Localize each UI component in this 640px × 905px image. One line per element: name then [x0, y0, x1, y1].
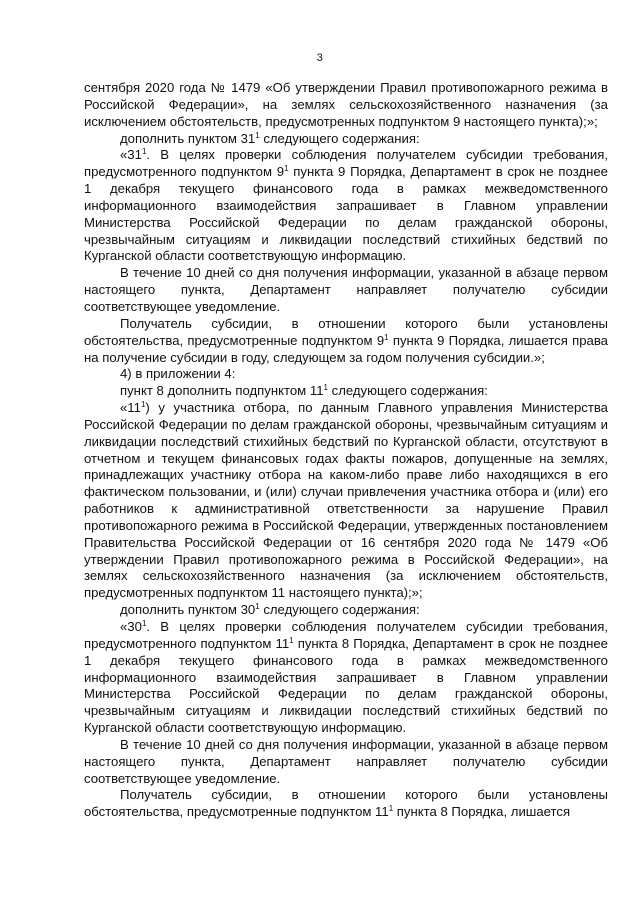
paragraph: [84, 366, 608, 383]
paragraph-text: ) у участника отбора, по данным Главного управления Министерства Российской Федерации по делам гражданской обороны, чрезвычайным ситуациям и ликвидации последствий стихийных бедствий по Курганской области, отсутствуют в отчетном и текущем финансовых годах факты пожаров, допущенные на землях, принадлежащих участнику отбора на каком-либо праве либо находящихся в его фактическом пользовании, и (или) случаи привлечения участника отбора и (или) его работников к административной ответственности за нарушение Правил противопожарного режима в Российской Федерации, утвержденных постановлением Правительства Российской Федерации от 16 сентября 2020 года № 1479 «Об утверждении Правил противопожарного режима в Российской Федерации», на землях сельскохозяйственного назначения (за исключением обстоятельств, предусмотренных подпунктом 11 настоящего пункта);»;: [84, 400, 608, 601]
paragraph-text: «30: [120, 619, 142, 634]
paragraph-text: пункта 9 Порядка, Департамент в срок не позднее 1 декабря текущего финансового года в рамках межведомственного информационного взаимодействия запрашивает в Главном управлении Министерства Российской Федерации по делам гражданской обороны, чрезвычайным ситуациям и ликвидации последствий стихийных бедствий по Курганской области соответствующую информацию.: [84, 164, 608, 264]
superscript: 1: [323, 383, 328, 393]
paragraph-text: . В целях проверки соблюдения получателем субсидии требования, предусмотренного подпунктом 9: [84, 147, 608, 180]
superscript: 1: [141, 619, 147, 628]
paragraph-text: пункта 8 Порядка, Департамент в срок не позднее 1 декабря текущего финансового года в рамках межведомственного информационного взаимодействия запрашивает в Главном управлении Министерства Российской Федерации по делам гражданской обороны, чрезвычайным ситуациям и ликвидации последствий стихийных бедствий по Курганской области соответствующую информацию.: [84, 635, 608, 736]
paragraph-text: следующего содержания:: [327, 383, 488, 399]
superscript: 1: [384, 332, 389, 342]
superscript: 1: [255, 130, 260, 140]
superscript: 1: [289, 635, 294, 645]
superscript: 1: [255, 602, 260, 612]
paragraph-text: дополнить пунктом 31: [120, 130, 256, 146]
paragraph-text: Получатель субсидии, в отношении которого были установлены обстоятельства, предусмотренные подпунктом 11: [84, 787, 608, 820]
superscript: 1: [284, 164, 289, 174]
superscript: 1: [141, 147, 147, 157]
paragraph-text: «31: [120, 147, 142, 163]
paragraph-text: сентября 2020 года № 1479 «Об утверждении Правил противопожарного режима в Российской Федерации», на землях сельскохозяйственного назначения (за исключением обстоятельств, предусмотренных подпунктом 9 настоящего пункта);»;: [84, 80, 608, 129]
paragraph: [84, 400, 608, 602]
paragraph: [84, 131, 608, 148]
document-body: [84, 80, 608, 821]
paragraph: [84, 80, 608, 131]
paragraph: [84, 265, 608, 316]
paragraph-text: следующего содержания:: [259, 602, 420, 618]
paragraph: [84, 787, 608, 821]
paragraph-text: «11: [120, 400, 141, 416]
paragraph: [84, 383, 608, 400]
paragraph-text: пункта 9 Порядка, лишается права на получение субсидии в году, следующем за годом получения субсидии.»;: [84, 332, 608, 365]
paragraph-text: . В целях проверки соблюдения получателем субсидии требования, предусмотренного подпунктом 11: [84, 619, 608, 651]
paragraph-text: В течение 10 дней со дня получения информации, указанной в абзаце первом настоящего пункта, Департамент направляет получателю субсидии соответствующее уведомление.: [84, 736, 608, 786]
paragraph-text: 4) в приложении 4:: [120, 366, 236, 382]
page-number: 3: [316, 52, 324, 64]
paragraph-text: В течение 10 дней со дня получения информации, указанной в абзаце первом настоящего пункта, Департамент направляет получателю субсидии соответствующее уведомление.: [84, 265, 608, 314]
paragraph-text: следующего содержания:: [259, 130, 420, 146]
paragraph: [84, 602, 608, 619]
superscript: 1: [140, 400, 146, 410]
paragraph-text: пункт 8 дополнить подпунктом 11: [120, 383, 324, 399]
paragraph: [84, 316, 608, 367]
paragraph: [84, 619, 608, 737]
superscript: 1: [388, 804, 394, 814]
paragraph: [84, 147, 608, 265]
paragraph-text: пункта 8 Порядка, лишается: [393, 804, 571, 820]
paragraph-text: Получатель субсидии, в отношении которого были установлены обстоятельства, предусмотренные подпунктом 9: [84, 315, 608, 348]
paragraph-text: дополнить пунктом 30: [120, 602, 256, 618]
paragraph: [84, 737, 608, 788]
